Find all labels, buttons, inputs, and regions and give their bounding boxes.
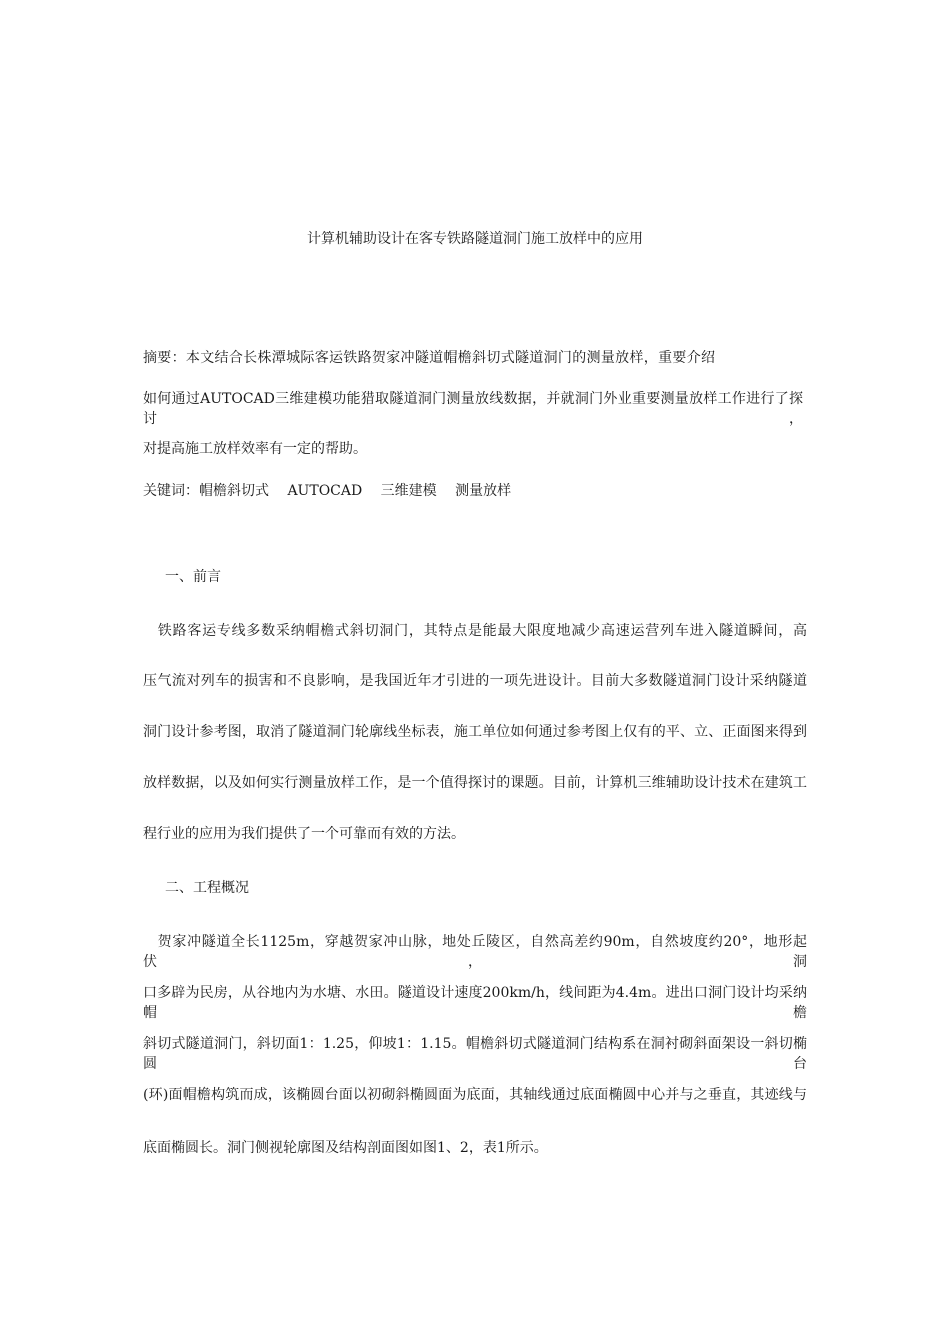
paragraph-line: 斜切式隧道洞门，斜切面1：1.25，仰坡1：1.15。帽檐斜切式隧道洞门结构系在洞衬砌斜面架设一斜切椭圆台	[143, 1036, 807, 1072]
paragraph-line: 洞门设计参考图，取消了隧道洞门轮廓线坐标表，施工单位如何通过参考图上仅有的平、立、正面图来得到	[143, 724, 807, 740]
paragraph-line: 贺家冲隧道全长1125m，穿越贺家冲山脉，地处丘陵区，自然高差约90m，自然坡度约20°，地形起伏，洞	[143, 934, 807, 970]
paragraph-line: (环)面帽檐构筑而成，该椭圆台面以初砌斜椭圆面为底面，其轴线通过底面椭圆中心并与之垂直，其迹线与	[143, 1087, 807, 1103]
keywords: 关键词：帽檐斜切式 AUTOCAD 三维建模 测量放样	[143, 483, 512, 499]
paragraph-line: 程行业的应用为我们提供了一个可靠而有效的方法。	[143, 826, 465, 842]
paragraph-line: 底面椭圆长。洞门侧视轮廓图及结构剖面图如图1、2，表1所示。	[143, 1140, 548, 1156]
abstract-line-1: 摘要：本文结合长株潭城际客运铁路贺家冲隧道帽檐斜切式隧道洞门的测量放样，重要介绍	[143, 350, 715, 366]
paragraph-line: 铁路客运专线多数采纳帽檐式斜切洞门，其特点是能最大限度地减少高速运营列车进入隧道瞬间，高	[143, 623, 807, 639]
section-heading-preface: 一、前言	[165, 569, 221, 585]
abstract-line-3: 对提高施工放样效率有一定的帮助。	[143, 441, 367, 457]
paragraph-line: 口多辟为民房，从谷地内为水塘、水田。隧道设计速度200km/h，线间距为4.4m。进出口洞门设计均采纳帽檐	[143, 985, 807, 1021]
document-title: 计算机辅助设计在客专铁路隧道洞门施工放样中的应用	[307, 231, 643, 247]
paragraph-line: 放样数据，以及如何实行测量放样工作，是一个值得探讨的课题。目前，计算机三维辅助设计技术在建筑工	[143, 775, 807, 791]
section-heading-overview: 二、工程概况	[165, 880, 249, 896]
abstract-line-2: 如何通过AUTOCAD三维建模功能猎取隧道洞门测量放线数据，并就洞门外业重要测量放样工作进行了探讨，	[143, 391, 803, 427]
paragraph-line: 压气流对列车的损害和不良影响，是我国近年才引进的一项先进设计。目前大多数隧道洞门设计采纳隧道	[143, 673, 807, 689]
